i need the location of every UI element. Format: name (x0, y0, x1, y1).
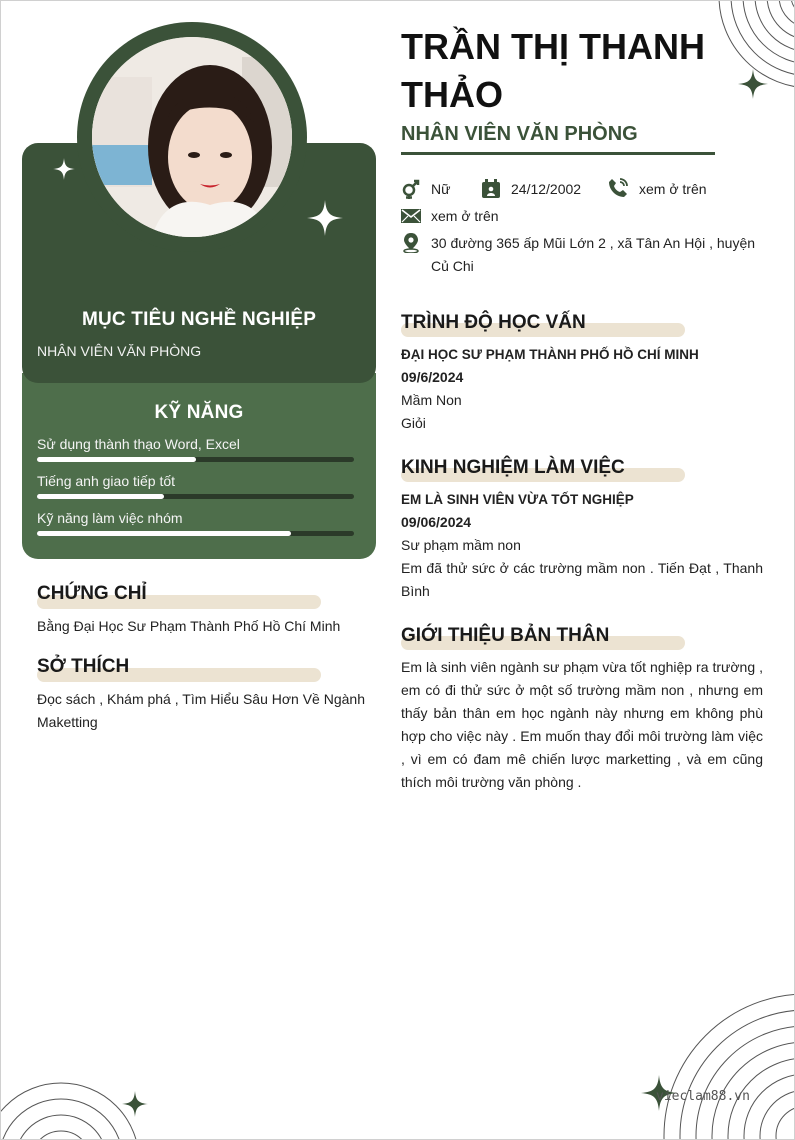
gender-value: Nữ (431, 181, 451, 197)
skill-label: Kỹ năng làm việc nhóm (37, 510, 183, 526)
skill-label: Tiếng anh giao tiếp tốt (37, 473, 176, 489)
education-major: Mầm Non (401, 392, 462, 408)
experience-date: 09/06/2024 (401, 514, 472, 530)
skill-bar-fill (37, 494, 164, 499)
gender-icon (401, 179, 421, 199)
skill-bar-fill (37, 531, 291, 536)
sparkle-icon (738, 69, 768, 99)
about-title: GIỚI THIỆU BẢN THÂN (401, 625, 610, 646)
about-text: Em là sinh viên ngành sư phạm vừa tốt nghiệp ra trường , em có đi thử sức ở một số trường mầm non , nhưng em thấy bản thân em học ngành này nhưng em không phù hợp cho việc này . Em muốn thay đổi môi trường làm việc , vì em có đam mê chiến lược marketting , và em cũng thích môi trường văn phòng . (401, 659, 763, 790)
skill-bar (37, 531, 354, 536)
candidate-position: NHÂN VIÊN VĂN PHÒNG (401, 123, 638, 145)
experience-headline: EM LÀ SINH VIÊN VỪA TỐT NGHIỆP (401, 492, 634, 507)
objective-title: MỤC TIÊU NGHỀ NGHIỆP (81, 309, 317, 330)
education-title: TRÌNH ĐỘ HỌC VẤN (401, 312, 586, 333)
dob-value: 24/12/2002 (511, 181, 582, 197)
hobbies-text: Đọc sách , Khám phá , Tìm Hiểu Sâu Hơn Về Ngành Maketting (37, 691, 365, 730)
skill-bar-fill (37, 457, 196, 462)
skills-title: KỸ NĂNG (154, 402, 244, 423)
decorative-circles-bottom-right (656, 986, 795, 1140)
experience-title: KINH NGHIỆM LÀM VIỆC (401, 457, 625, 478)
avatar (92, 37, 292, 237)
skill-bar (37, 494, 354, 499)
hobbies-title: SỞ THÍCH (37, 656, 130, 677)
sparkle-icon (307, 200, 343, 236)
certificates-title: CHỨNG CHỈ (37, 583, 147, 604)
candidate-name: TRẦN THỊ THANH THẢO (401, 26, 705, 115)
education-school: ĐẠI HỌC SƯ PHẠM THÀNH PHỐ HỒ CHÍ MINH (401, 347, 699, 362)
divider (401, 152, 715, 155)
education-date: 09/6/2024 (401, 369, 464, 385)
objective-text: NHÂN VIÊN VĂN PHÒNG (37, 343, 202, 359)
email-value: xem ở trên (431, 208, 499, 224)
address-value: 30 đường 365 ấp Mũi Lớn 2 , xã Tân An Hội , huyện Củ Chi (431, 235, 756, 274)
sparkle-icon (53, 158, 75, 180)
location-icon (401, 233, 421, 253)
mail-icon (401, 206, 421, 226)
experience-role: Sư phạm mầm non (401, 537, 521, 553)
certificates-text: Bằng Đại Học Sư Phạm Thành Phố Hồ Chí Minh (37, 618, 341, 634)
skill-label: Sử dụng thành thạo Word, Excel (37, 436, 240, 452)
skill-bar (37, 457, 354, 462)
sparkle-icon (122, 1091, 148, 1117)
watermark: vieclam88.vn (656, 1089, 750, 1104)
education-grade: Giỏi (401, 415, 426, 431)
experience-description: Em đã thử sức ở các trường mầm non . Tiến Đạt , Thanh Bình (401, 560, 763, 599)
calendar-icon (481, 179, 501, 199)
phone-value: xem ở trên (639, 181, 707, 197)
phone-icon (608, 178, 628, 198)
